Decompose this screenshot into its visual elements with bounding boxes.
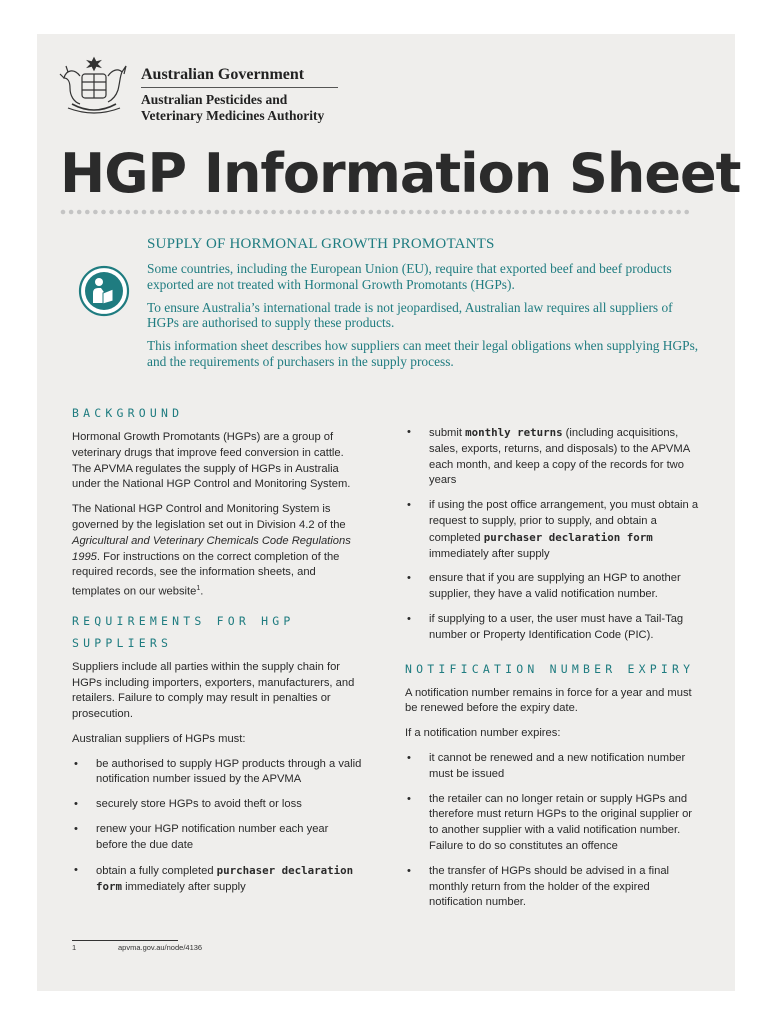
requirements-intro: Australian suppliers of HGPs must: bbox=[72, 732, 246, 745]
expiry-intro: If a notification number expires: bbox=[405, 727, 561, 740]
intro-paragraph: This information sheet describes how suppliers can meet their legal obligations when supplying HGPs, and the requirements of purchasers in the supply process. bbox=[147, 338, 699, 369]
footnote-marker: 1 bbox=[196, 585, 201, 593]
list-item bbox=[72, 863, 362, 897]
list-item: • renew your HGP notification number each year before the due date bbox=[72, 822, 362, 854]
person-reading-icon bbox=[78, 265, 130, 317]
header-divider bbox=[141, 87, 338, 88]
monthly-returns-term: monthly returns bbox=[465, 426, 563, 439]
text-run: immediately after supply bbox=[122, 881, 246, 894]
list-item: • securely store HGPs to avoid theft or loss bbox=[72, 797, 362, 813]
list-item: • if supplying to a user, the user must have a Tail-Tag number or Property Identification Code (PIC). bbox=[405, 612, 700, 644]
agency-line-1: Australian Pesticides and bbox=[141, 92, 288, 107]
intro-paragraph: Some countries, including the European Union (EU), require that exported beef and beef products exported are not treated with Hormonal Growth Promotants (HGPs). bbox=[147, 261, 672, 292]
text-run: The National HGP Control and Monitoring System is governed by the legislation set out in Division 4.2 of the bbox=[72, 503, 346, 531]
text-run: immediately after supply bbox=[429, 547, 550, 560]
intro-paragraph: To ensure Australia’s international trade is not jeopardised, Australian law requires all suppliers of HGPs are authorised to supply these products. bbox=[147, 299, 673, 331]
text-run: submit bbox=[429, 427, 466, 439]
requirements-heading: REQUIREMENTS FOR HGP SUPPLIERS bbox=[72, 613, 295, 650]
expiry-list bbox=[405, 751, 700, 911]
right-column bbox=[405, 425, 700, 920]
obligations-list bbox=[405, 425, 700, 644]
list-item bbox=[405, 425, 700, 489]
coat-of-arms-icon bbox=[54, 54, 134, 116]
background-paragraph: Hormonal Growth Promotants (HGPs) are a group of veterinary drugs that improve feed conversion in cattle. The APVMA regulates the supply of HGPs in Australia under the National HGP Control and Monitoring System. bbox=[72, 431, 351, 491]
text-run: (including acquisitions, sales, exports, returns, and disposals) to the APVMA each month, and keep a copy of the records for two years bbox=[429, 427, 690, 487]
list-item: • be authorised to supply HGP products through a valid notification number issued by the APVMA bbox=[72, 757, 362, 789]
intro-heading: SUPPLY OF HORMONAL GROWTH PROMOTANTS bbox=[147, 236, 495, 252]
background-paragraph bbox=[72, 502, 362, 601]
requirements-paragraph: Suppliers include all parties within the supply chain for HGPs including importers, exporters, manufacturers, and retailers. Failure to comply may result in penalties or prosecution. bbox=[72, 660, 355, 721]
purchaser-declaration-form-term: purchaser declaration form bbox=[483, 530, 653, 544]
page-title: HGP Information Sheet bbox=[60, 142, 741, 205]
government-name: Australian Government bbox=[141, 66, 305, 83]
left-column bbox=[72, 402, 362, 905]
footnote-link[interactable]: apvma.gov.au/node/4136 bbox=[118, 943, 203, 952]
expiry-paragraph: A notification number remains in force for a year and must be renewed before the expiry date. bbox=[405, 686, 692, 715]
list-item bbox=[405, 498, 700, 562]
intro-section bbox=[147, 236, 707, 377]
list-item: • ensure that if you are supplying an HGP to another supplier, they have a valid notification number. bbox=[405, 571, 700, 603]
list-item: • the transfer of HGPs should be advised in a final monthly return from the holder of the expired notification number. bbox=[405, 864, 700, 911]
text-run: . For instructions on the correct completion of the required records, see the information sheets, and templates on our website bbox=[72, 550, 340, 598]
list-item: • it cannot be renewed and a new notification number must be issued bbox=[405, 751, 700, 783]
text-run: if using the post office arrangement, you must obtain a request to supply, prior to supply, and obtain a completed bbox=[429, 499, 699, 544]
list-item: • the retailer can no longer retain or supply HGPs and therefore must return HGPs to the original supplier or to another supplier with a valid notification number. Failure to do so constitutes an offence bbox=[405, 792, 700, 855]
text-run: obtain a fully completed bbox=[96, 864, 217, 877]
requirements-list bbox=[72, 757, 362, 897]
background-heading: BACKGROUND bbox=[72, 406, 184, 420]
purchaser-declaration-form-term: purchaser declaration form bbox=[96, 863, 354, 894]
agency-line-2: Veterinary Medicines Authority bbox=[141, 107, 325, 123]
agency-name bbox=[141, 92, 351, 123]
footnote-number: 1 bbox=[72, 943, 77, 952]
regulation-title: Agricultural and Veterinary Chemicals Code Regulations 1995 bbox=[72, 534, 351, 563]
footnote-divider bbox=[72, 940, 178, 941]
expiry-heading: NOTIFICATION NUMBER EXPIRY bbox=[405, 661, 695, 676]
dotted-divider bbox=[60, 208, 690, 216]
footnote bbox=[72, 943, 202, 952]
text-run: . bbox=[200, 585, 204, 598]
